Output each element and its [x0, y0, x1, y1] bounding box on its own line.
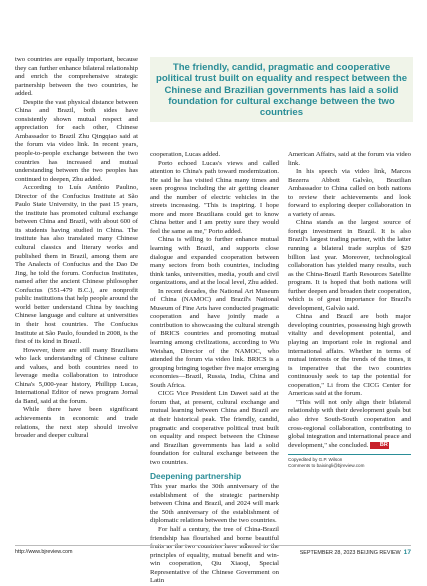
section-subhead: Deepening partnership [150, 471, 242, 482]
paragraph: cooperation, Lucas added. [150, 151, 221, 158]
page-number: 17 [403, 549, 411, 556]
article-credit [288, 454, 411, 468]
paragraph: American Affairs, said at the forum via video link. [288, 151, 411, 167]
paragraph: In recent decades, the National Art Museum of China (NAMOC) and Brazil's National Museum of Fine Arts have conducted pragmatic cooperation and have jointly made a contribution to showcasing the cultural strength of BRICS countries and promoting mutual learning among civilizations, according to Wu Weishan, Director of the NAMOC, who attended the forum via video link. BRICS is a grouping bringing together five major emerging economies—Brazil, Russia, India, China and South Africa. [150, 287, 279, 389]
paragraph: According to Luís Antônio Paulino, Director of the Confucius Institute at São Paulo State University, in the past 15 years, the institute has promoted cultural exchange between China and Brazil, with about 600 of its students having studied in China. The institute has also translated many Chinese cultural classics and literary works and published them in Brazil, among them are The Analects of Confucius and the Dao De Jing, he told the forum. Confucius Institutes, named after the ancient Chinese philosopher Confucius (551-479 B.C.), are nonprofit public institutions that help people around the world better understand China by teaching Chinese language and culture at universities in their host countries. The Confucius Institute at São Paulo, founded in 2008, is the first of its kind in Brazil. [15, 184, 138, 346]
paragraph: Despite the vast physical distance between China and Brazil, both sides have consistently shown mutual respect and appreciation for each other, Chinese Ambassador to Brazil Zhu Qingqiao said at the forum via video link. In recent years, people-to-people exchange between the two countries has increased and mutual understanding between the two peoples has continued to deepen, Zhu added. [15, 98, 138, 183]
comments-email[interactable]: Comments to baixingli@bjreview.com [288, 462, 365, 468]
pull-quote: The friendly, candid, pragmatic and cooperative political trust built on equality and respect between the Chinese and Brazilian governments has laid a solid foundation for cultural exchange between the two countries [150, 57, 413, 122]
footer-rule [15, 545, 411, 546]
article-column-1 [15, 56, 138, 441]
paragraph: This year marks the 30th anniversary of the establishment of the strategic partnership between China and Brazil, and 2024 will mark the 50th anniversary of the establishment of diplomatic relations between the two countries. [150, 483, 279, 525]
paragraph-text: "This will not only align their bilateral relationship with their development goals but also drive South-South cooperation and cross-regional collaboration, contributing to global integration and international peace and development," she concluded. [288, 398, 411, 449]
paragraph: While there have been significant achievements in economic and trade relations, the next step should involve broader and deeper cultural [15, 406, 138, 440]
footer-issue [300, 549, 411, 556]
paragraph: China and Brazil are both major developing countries, possessing high growth vitality and development potential, and playing an important role in regional and international affairs. Whether in terms of mutual interests or the trends of the times, it is imperative that the two countries continuously seek to tap the potential for cooperation," Li from the CICG Center for Americas said at the forum. [288, 313, 411, 398]
end-of-article-mark: BR [370, 442, 389, 449]
paragraph: For half a century, the tree of China-Brazil friendship has flourished and borne beautiful fruits as the two countries have adhered to the principles of equality, mutual benefit and win-win cooperation, Qiu Xiaoqi, Special Representative of the Chinese Government on Latin [150, 525, 279, 585]
footer-url[interactable]: http://www.bjreview.com [15, 549, 73, 555]
paragraph: In his speech via video link, Marcos Bezerra Abbott Galvão, Brazilian Ambassador to China called on both nations to review their achievements and look forward to exploring deeper collaboration in a variety of areas. [288, 168, 411, 218]
paragraph: two countries are equally important, because they can further enhance bilateral relationship and enrich the comprehensive strategic partnership between the two countries, he added. [15, 56, 138, 98]
paragraph: CICG Vice President Lin Dawei said at the forum that, at present, cultural exchange and mutual learning between China and Brazil are at their historical peak. The friendly, candid, pragmatic and cooperative political trust built on equality and respect between the Chinese and Brazilian governments has laid a solid foundation for cultural exchange between the two countries. [150, 390, 279, 466]
article-column-3 [288, 151, 411, 468]
paragraph: China is willing to further enhance mutual learning with Brazil, and supports close dialogue and expanded cooperation between many sectors from both countries, including think tanks, universities, media, youth and civil organizations, and at the local level, Zhu added. [150, 236, 279, 287]
paragraph: China stands as the largest source of foreign investment in Brazil. It is also Brazil's largest trading partner, with the latter running a bilateral trade surplus of $29 billion last year. Moreover, technological collaboration has yielded many results, such as the China-Brazil Earth Resources Satellite program. It is hoped that both nations will further deepen and broaden their cooperation, which is of great importance for Brazil's development, Galvão said. [288, 219, 411, 312]
copyeditor-credit: Copyedited by G.P. Wilson [288, 457, 343, 463]
paragraph: However, there are still many Brazilians who lack understanding of Chinese culture and values, and both countries need to leverage media collaboration to introduce China's 5,000-year history, Phillipp Lucas, International Editor of news program Jornal da Band, said at the forum. [15, 346, 138, 405]
footer-issue-text: SEPTEMBER 28, 2023 BEIJING REVIEW [299, 550, 401, 556]
paragraph [288, 399, 411, 450]
paragraph: Porto echoed Lucas's views and called attention to China's path toward modernization. He said he has visited China many times and seen progress including the air getting cleaner and the number of electric vehicles in the streets increasing. "This is inspiring. I hope more and more Brazilians could get to know China better and I am pretty sure they would feel the same as me," Porto added. [150, 159, 279, 235]
article-column-2 [150, 151, 279, 586]
